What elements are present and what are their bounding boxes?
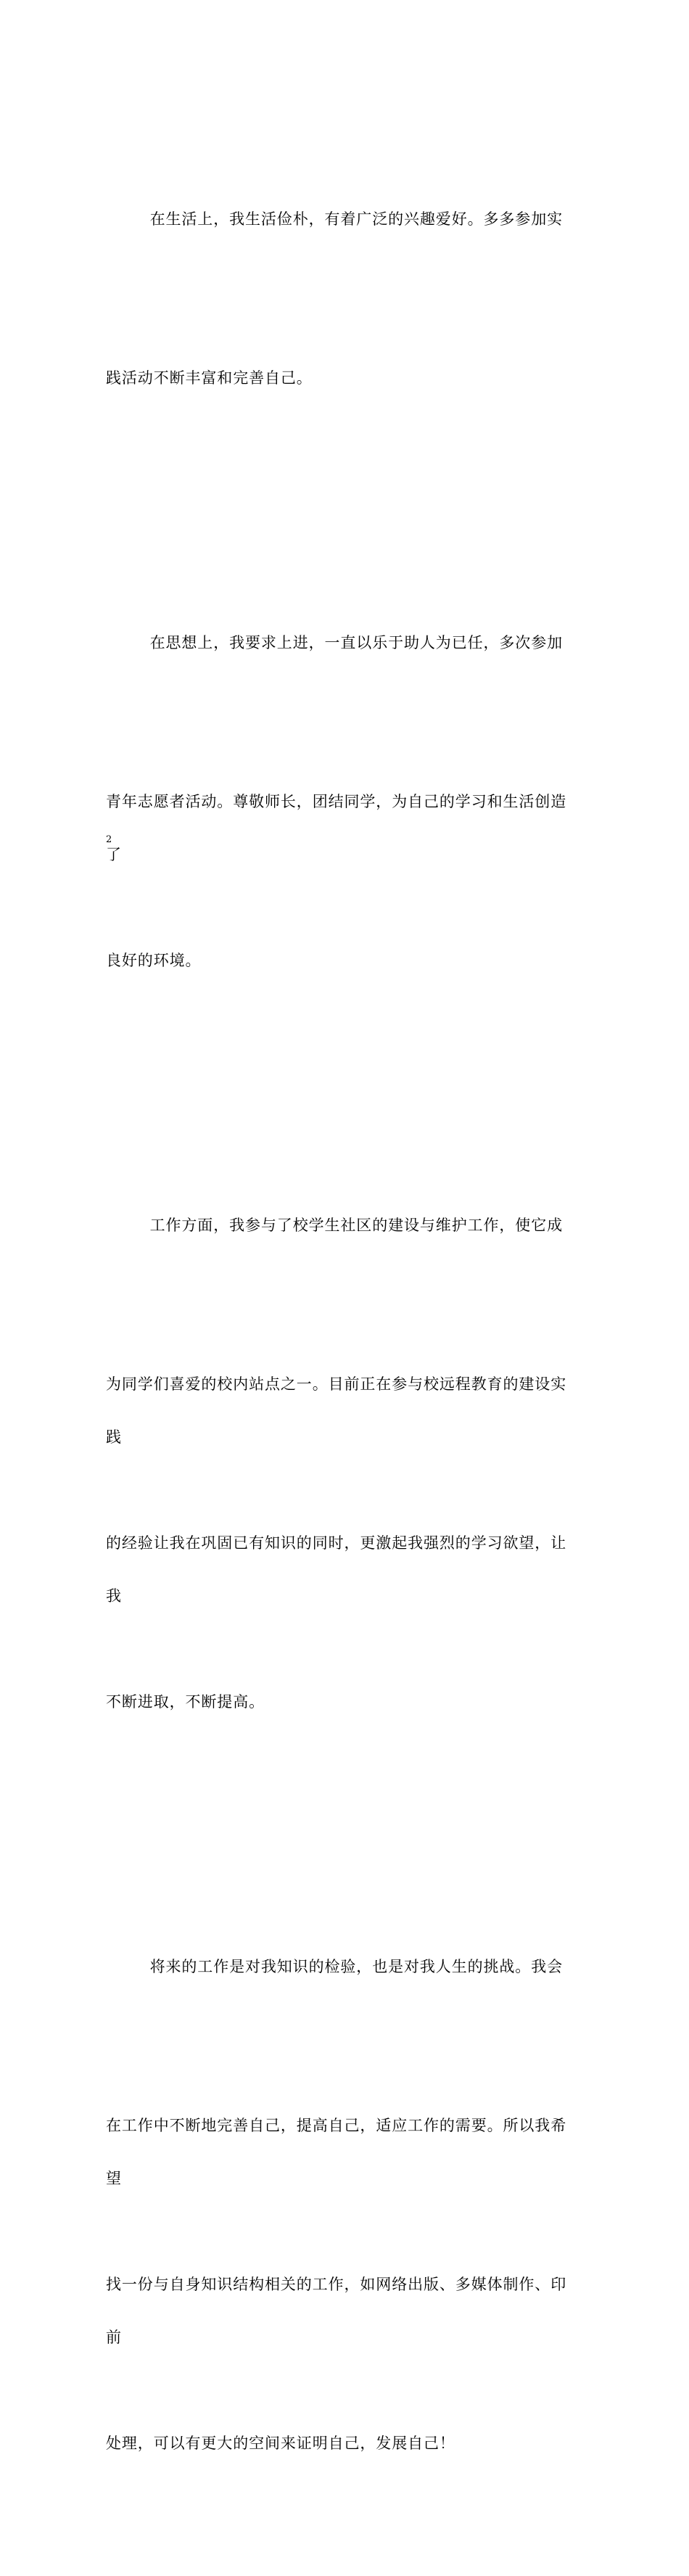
paragraph-life — [106, 87, 581, 511]
text-line: 将来的工作是对我知识的检验，也是对我人生的挑战。我会 — [106, 1958, 564, 1975]
text-line: 的经验让我在巩固已有知识的同时，更激起我强烈的学习欲望，让我 — [106, 1534, 567, 1605]
text-line: 处理，可以有更大的空间来证明自己，发展自己！ — [106, 2435, 455, 2452]
text-line: 在生活上，我生活俭朴，有着广泛的兴趣爱好。多多参加实 — [106, 210, 564, 228]
text-line: 工作方面，我参与了校学生社区的建设与维护工作，使它成 — [106, 1217, 564, 1234]
text-line: 为同学们喜爱的校内站点之一。目前正在参与校远程教育的建设实践 — [106, 1375, 567, 1446]
paragraph-work — [106, 1093, 581, 1835]
text-line: 找一份与自身知识结构相关的工作，如网络出版、多媒体制作、印前 — [106, 2276, 567, 2346]
document-body — [106, 87, 581, 2576]
text-line: 青年志愿者活动。尊敬师长，团结同学，为自己的学习和生活创造了 — [106, 793, 567, 863]
text-line: 不断进取，不断提高。 — [106, 1693, 265, 1711]
text-line: 在工作中不断地完善自己，提高自己，适应工作的需要。所以我希望 — [106, 2117, 567, 2187]
text-line: 践活动不断丰富和完善自己。 — [106, 369, 313, 387]
text-line: 良好的环境。 — [106, 952, 202, 969]
paragraph-thought — [106, 511, 581, 1093]
text-line: 在思想上，我要求上进，一直以乐于助人为已任，多次参加 — [106, 634, 564, 651]
page-number: 2 — [106, 834, 112, 845]
paragraph-future — [106, 1835, 581, 2576]
